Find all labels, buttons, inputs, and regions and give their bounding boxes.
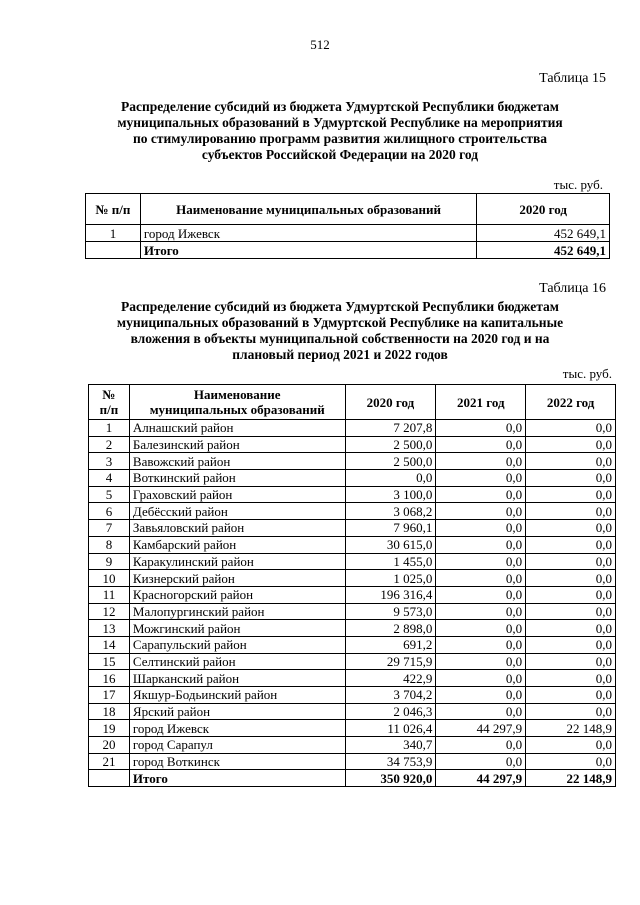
row-2022: 0,0 [526, 603, 616, 620]
row-num: 5 [89, 486, 130, 503]
row-num: 17 [89, 687, 130, 704]
table-row [89, 753, 616, 770]
table-row [89, 536, 616, 553]
row-2021: 44 297,9 [436, 720, 526, 737]
table-row [89, 720, 616, 737]
row-2020: 1 455,0 [345, 553, 436, 570]
row-2020: 30 615,0 [345, 536, 436, 553]
row-2021: 0,0 [436, 653, 526, 670]
row-name: Сарапульский район [129, 636, 345, 653]
row-2021: 0,0 [436, 570, 526, 587]
row-2021: 0,0 [436, 503, 526, 520]
row-num: 21 [89, 753, 130, 770]
table-row [89, 470, 616, 487]
row-name: Кизнерский район [129, 570, 345, 587]
row-2022: 0,0 [526, 453, 616, 470]
row-2021: 0,0 [436, 603, 526, 620]
header-name-line: Наименование [193, 387, 281, 402]
row-num: 15 [89, 653, 130, 670]
row-2022: 0,0 [526, 520, 616, 537]
total-num-empty [89, 770, 130, 787]
table15-total-row [86, 242, 610, 259]
table15-header-row [86, 194, 610, 225]
table16-title-line: вложения в объекты муниципальной собственности на 2020 год и на [130, 331, 550, 346]
row-num: 3 [89, 453, 130, 470]
row-num: 10 [89, 570, 130, 587]
total-2020: 452 649,1 [477, 242, 610, 259]
row-2020: 2 500,0 [345, 453, 436, 470]
row-2022: 0,0 [526, 586, 616, 603]
table15-title-line: по стимулированию программ развития жилищного строительства [132, 131, 548, 146]
table-row [89, 520, 616, 537]
row-name: город Ижевск [129, 720, 345, 737]
table-row [89, 503, 616, 520]
row-2020: 3 100,0 [345, 486, 436, 503]
total-2021: 44 297,9 [436, 770, 526, 787]
header-2020: 2020 год [345, 385, 436, 420]
row-name: Воткинский район [129, 470, 345, 487]
row-2020: 422,9 [345, 670, 436, 687]
table-row [89, 453, 616, 470]
table-row [89, 737, 616, 754]
table16-title [60, 299, 620, 363]
row-num: 1 [89, 420, 130, 437]
table-row [89, 636, 616, 653]
row-num: 18 [89, 703, 130, 720]
row-num: 13 [89, 620, 130, 637]
header-num [89, 385, 130, 420]
row-2021: 0,0 [436, 737, 526, 754]
row-2020: 2 046,3 [345, 703, 436, 720]
total-2020: 350 920,0 [345, 770, 436, 787]
table-row [89, 670, 616, 687]
row-2022: 0,0 [526, 703, 616, 720]
row-2020: 0,0 [345, 470, 436, 487]
table16-body [89, 420, 616, 770]
row-2022: 0,0 [526, 536, 616, 553]
row-2022: 0,0 [526, 687, 616, 704]
row-num: 16 [89, 670, 130, 687]
row-2022: 0,0 [526, 570, 616, 587]
table-row [89, 703, 616, 720]
row-2022: 22 148,9 [526, 720, 616, 737]
row-2021: 0,0 [436, 670, 526, 687]
table15-unit: тыс. руб. [553, 177, 603, 192]
row-num: 19 [89, 720, 130, 737]
row-name: Камбарский район [129, 536, 345, 553]
row-2021: 0,0 [436, 520, 526, 537]
row-2020: 3 068,2 [345, 503, 436, 520]
row-2021: 0,0 [436, 486, 526, 503]
row-2020: 2 500,0 [345, 436, 436, 453]
row-name: Ярский район [129, 703, 345, 720]
header-num-line: п/п [99, 402, 119, 417]
table15 [85, 193, 610, 259]
table16 [88, 384, 616, 787]
row-2020: 34 753,9 [345, 753, 436, 770]
row-2021: 0,0 [436, 470, 526, 487]
table-row [89, 436, 616, 453]
header-2022: 2022 год [526, 385, 616, 420]
row-2022: 0,0 [526, 670, 616, 687]
table15-title-line: муниципальных образований в Удмуртской Республике на мероприятия [117, 115, 563, 130]
row-name: Вавожский район [129, 453, 345, 470]
table-row [89, 486, 616, 503]
row-name: Граховский район [129, 486, 345, 503]
row-num: 2 [89, 436, 130, 453]
header-num: № п/п [86, 194, 141, 225]
table15-title-line: Распределение субсидий из бюджета Удмуртской Республики бюджетам [120, 99, 560, 114]
row-num: 4 [89, 470, 130, 487]
total-label: Итого [129, 770, 345, 787]
row-2021: 0,0 [436, 636, 526, 653]
header-name-line: муниципальных образований [149, 402, 325, 417]
row-name: город Ижевск [140, 225, 476, 242]
table-row [89, 420, 616, 437]
row-2022: 0,0 [526, 753, 616, 770]
row-2020: 2 898,0 [345, 620, 436, 637]
row-2020: 452 649,1 [477, 225, 610, 242]
table-row [89, 603, 616, 620]
row-2021: 0,0 [436, 553, 526, 570]
table15-title [60, 99, 620, 163]
page-number: 512 [310, 37, 330, 52]
row-2020: 1 025,0 [345, 570, 436, 587]
row-name: Красногорский район [129, 586, 345, 603]
row-2021: 0,0 [436, 687, 526, 704]
row-name: город Воткинск [129, 753, 345, 770]
row-2020: 196 316,4 [345, 586, 436, 603]
row-2021: 0,0 [436, 753, 526, 770]
table-row [86, 225, 610, 242]
row-2020: 9 573,0 [345, 603, 436, 620]
row-2021: 0,0 [436, 436, 526, 453]
row-num: 12 [89, 603, 130, 620]
row-name: Якшур-Бодьинский район [129, 687, 345, 704]
row-2020: 691,2 [345, 636, 436, 653]
total-label: Итого [140, 242, 476, 259]
row-name: город Сарапул [129, 737, 345, 754]
row-num: 8 [89, 536, 130, 553]
row-2020: 7 960,1 [345, 520, 436, 537]
row-2021: 0,0 [436, 703, 526, 720]
row-name: Алнашский район [129, 420, 345, 437]
row-name: Завьяловский район [129, 520, 345, 537]
row-num: 20 [89, 737, 130, 754]
table-row [89, 586, 616, 603]
row-num: 6 [89, 503, 130, 520]
table16-label: Таблица 16 [539, 281, 606, 296]
row-2022: 0,0 [526, 620, 616, 637]
row-2021: 0,0 [436, 620, 526, 637]
row-2022: 0,0 [526, 553, 616, 570]
row-2021: 0,0 [436, 586, 526, 603]
row-2020: 340,7 [345, 737, 436, 754]
table-row [89, 620, 616, 637]
row-2021: 0,0 [436, 420, 526, 437]
row-2022: 0,0 [526, 636, 616, 653]
row-2020: 3 704,2 [345, 687, 436, 704]
header-2021: 2021 год [436, 385, 526, 420]
row-name: Можгинский район [129, 620, 345, 637]
table16-header-row [89, 385, 616, 420]
row-2021: 0,0 [436, 536, 526, 553]
table15-title-line: субъектов Российской Федерации на 2020 год [201, 147, 479, 162]
row-2020: 7 207,8 [345, 420, 436, 437]
row-2020: 29 715,9 [345, 653, 436, 670]
table16-total-row [89, 770, 616, 787]
row-num: 9 [89, 553, 130, 570]
table-row [89, 653, 616, 670]
table16-title-line: Распределение субсидий из бюджета Удмуртской Республики бюджетам [120, 299, 560, 314]
row-name: Каракулинский район [129, 553, 345, 570]
table16-title-line: плановый период 2021 и 2022 годов [232, 347, 448, 362]
row-name: Балезинский район [129, 436, 345, 453]
row-name: Шарканский район [129, 670, 345, 687]
table-row [89, 570, 616, 587]
row-2022: 0,0 [526, 436, 616, 453]
row-2021: 0,0 [436, 453, 526, 470]
header-name: Наименование муниципальных образований [140, 194, 476, 225]
row-2022: 0,0 [526, 737, 616, 754]
table-row [89, 687, 616, 704]
header-name [129, 385, 345, 420]
table15-label: Таблица 15 [539, 71, 606, 86]
total-num-empty [86, 242, 141, 259]
row-num: 7 [89, 520, 130, 537]
row-2022: 0,0 [526, 486, 616, 503]
table16-unit: тыс. руб. [562, 366, 612, 381]
row-num: 11 [89, 586, 130, 603]
row-name: Дебёсский район [129, 503, 345, 520]
row-name: Селтинский район [129, 653, 345, 670]
row-2020: 11 026,4 [345, 720, 436, 737]
row-num: 14 [89, 636, 130, 653]
row-2022: 0,0 [526, 470, 616, 487]
row-2022: 0,0 [526, 653, 616, 670]
header-2020: 2020 год [477, 194, 610, 225]
row-2022: 0,0 [526, 420, 616, 437]
header-num-line: № [102, 387, 116, 402]
table16-title-line: муниципальных образований в Удмуртской Республике на капитальные [116, 315, 564, 330]
total-2022: 22 148,9 [526, 770, 616, 787]
row-2022: 0,0 [526, 503, 616, 520]
row-num: 1 [86, 225, 141, 242]
row-name: Малопургинский район [129, 603, 345, 620]
table-row [89, 553, 616, 570]
